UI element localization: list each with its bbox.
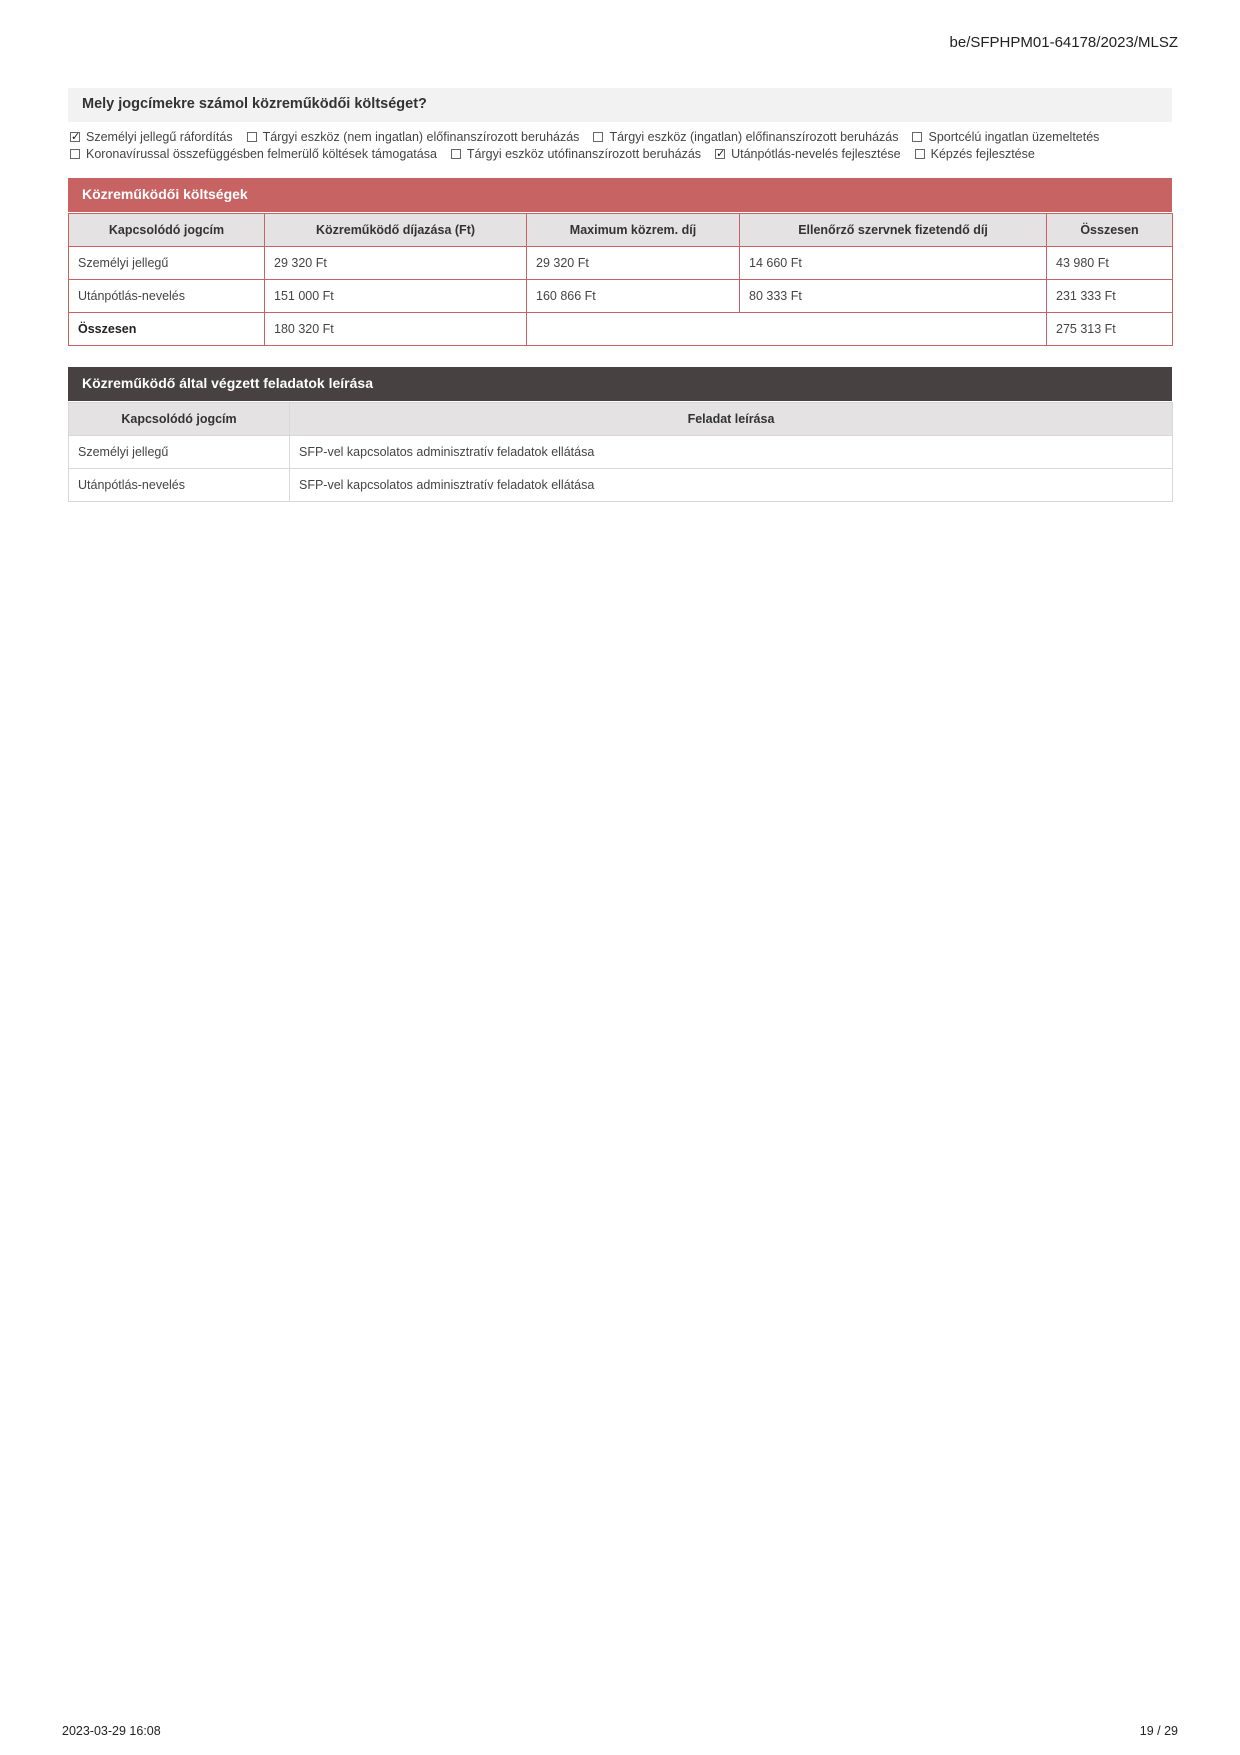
table-cell: Személyi jellegű — [69, 436, 290, 469]
checkbox-utanpotlas[interactable] — [715, 147, 901, 161]
checkbox-unchecked-icon — [247, 132, 257, 142]
table-row — [69, 436, 1173, 469]
tasks-section-title: Közreműködő által végzett feladatok leírása — [68, 367, 1172, 401]
checkbox-unchecked-icon — [912, 132, 922, 142]
question-title: Mely jogcímekre számol közreműködői költséget? — [68, 88, 1172, 122]
checkbox-checked-icon: ✓ — [716, 147, 726, 160]
checkbox-kepzes[interactable] — [915, 147, 1035, 161]
table-cell: 29 320 Ft — [265, 247, 527, 280]
checkbox-sportcelu[interactable] — [912, 130, 1099, 144]
total-fee: 180 320 Ft — [265, 313, 527, 346]
table-cell: Utánpótlás-nevelés — [69, 280, 265, 313]
table-row — [69, 469, 1173, 502]
total-sum: 275 313 Ft — [1047, 313, 1173, 346]
footer-page-number: 19 / 29 — [1139, 1724, 1178, 1738]
checkbox-label: Képzés fejlesztése — [930, 146, 1035, 161]
checkbox-unchecked-icon — [451, 149, 461, 159]
column-header: Közreműködő díjazása (Ft) — [265, 214, 527, 247]
costs-table — [68, 213, 1173, 346]
table-cell: Személyi jellegű — [69, 247, 265, 280]
checkbox-unchecked-icon — [70, 149, 80, 159]
table-cell: 29 320 Ft — [527, 247, 740, 280]
table-cell-empty — [527, 313, 1047, 346]
checkbox-szemelyi[interactable] — [70, 130, 233, 144]
checkbox-row — [70, 145, 1180, 162]
checkbox-label: Tárgyi eszköz utófinanszírozott beruházás — [466, 146, 702, 161]
table-header-row — [69, 403, 1173, 436]
column-header: Maximum közrem. díj — [527, 214, 740, 247]
column-header: Összesen — [1047, 214, 1173, 247]
column-header: Kapcsolódó jogcím — [69, 214, 265, 247]
column-header: Feladat leírása — [290, 403, 1173, 436]
table-cell: 14 660 Ft — [740, 247, 1047, 280]
column-header: Kapcsolódó jogcím — [69, 403, 290, 436]
table-cell: 151 000 Ft — [265, 280, 527, 313]
table-row — [69, 280, 1173, 313]
checkbox-label: Utánpótlás-nevelés fejlesztése — [731, 146, 901, 161]
checkbox-checked-icon: ✓ — [71, 130, 81, 143]
table-cell: Utánpótlás-nevelés — [69, 469, 290, 502]
table-cell: 80 333 Ft — [740, 280, 1047, 313]
jogcim-checkbox-list — [70, 128, 1180, 162]
checkbox-label: Koronavírussal összefüggésben felmerülő költések támogatása — [86, 146, 437, 161]
footer-datetime: 2023-03-29 16:08 — [62, 1724, 161, 1738]
checkbox-unchecked-icon — [593, 132, 603, 142]
checkbox-targyi-nem-ingatlan[interactable] — [247, 130, 580, 144]
column-header: Ellenőrző szervnek fizetendő díj — [740, 214, 1047, 247]
checkbox-label: Tárgyi eszköz (ingatlan) előfinanszírozott beruházás — [609, 129, 899, 144]
tasks-table — [68, 402, 1173, 502]
table-cell: SFP-vel kapcsolatos adminisztratív feladatok ellátása — [290, 436, 1173, 469]
total-label: Összesen — [69, 313, 265, 346]
table-cell: 43 980 Ft — [1047, 247, 1173, 280]
table-cell: 160 866 Ft — [527, 280, 740, 313]
costs-section-title: Közreműködői költségek — [68, 178, 1172, 212]
checkbox-label: Személyi jellegű ráfordítás — [86, 129, 233, 144]
checkbox-label: Tárgyi eszköz (nem ingatlan) előfinanszírozott beruházás — [262, 129, 580, 144]
checkbox-targyi-ingatlan[interactable] — [593, 130, 898, 144]
table-header-row — [69, 214, 1173, 247]
checkbox-targyi-utofin[interactable] — [451, 147, 701, 161]
table-row — [69, 247, 1173, 280]
table-cell: SFP-vel kapcsolatos adminisztratív feladatok ellátása — [290, 469, 1173, 502]
checkbox-koronavirus[interactable] — [70, 147, 437, 161]
document-id: be/SFPHPM01-64178/2023/MLSZ — [949, 34, 1178, 51]
checkbox-row — [70, 128, 1180, 145]
checkbox-label: Sportcélú ingatlan üzemeltetés — [928, 129, 1100, 144]
checkbox-unchecked-icon — [915, 149, 925, 159]
table-cell: 231 333 Ft — [1047, 280, 1173, 313]
table-total-row — [69, 313, 1173, 346]
